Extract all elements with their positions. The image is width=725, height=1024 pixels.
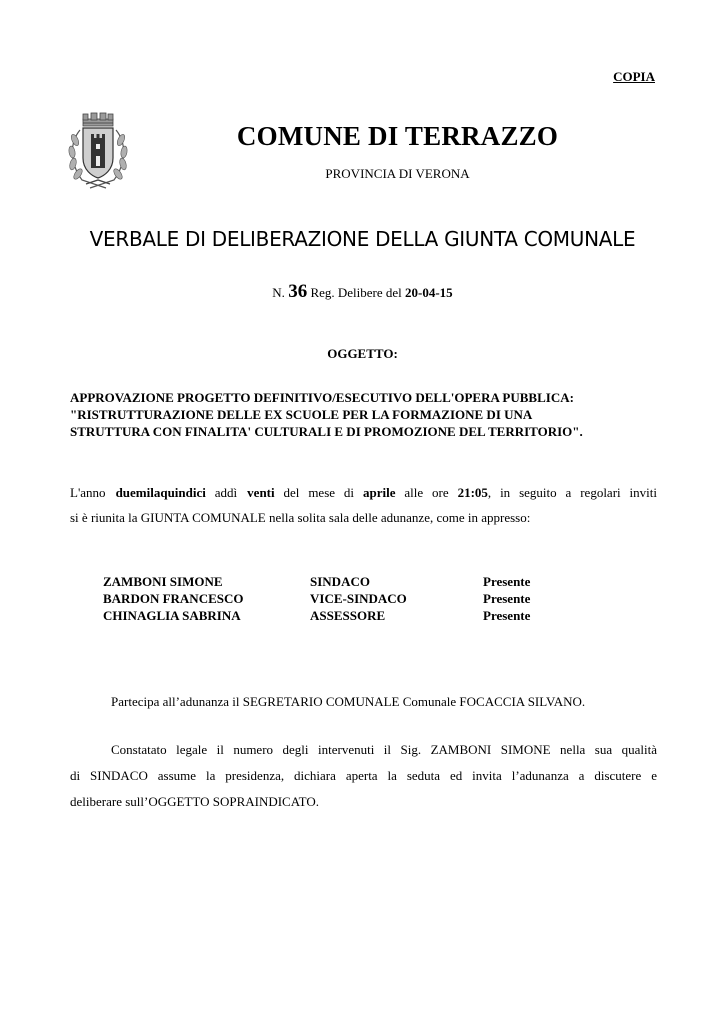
subject-line: STRUTTURA CON FINALITA' CULTURALI E DI PROMOZIONE DEL TERRITORIO". xyxy=(70,424,583,439)
intro-text: addì xyxy=(214,485,238,500)
intro-day: venti xyxy=(247,485,275,500)
intro-text: del mese di xyxy=(283,485,355,500)
attendance-table xyxy=(103,573,530,624)
member-name: CHINAGLIA SABRINA xyxy=(103,608,241,623)
copy-label: COPIA xyxy=(613,69,655,84)
member-role: ASSESSORE xyxy=(310,608,386,623)
member-name: ZAMBONI SIMONE xyxy=(103,574,223,589)
member-status: Presente xyxy=(483,608,531,623)
municipality-name: COMUNE DI TERRAZZO xyxy=(236,121,559,151)
registry-middle: Reg. Delibere del xyxy=(310,285,402,300)
subject-label: OGGETTO: xyxy=(327,346,398,361)
intro-time: 21:05 xyxy=(457,485,488,500)
intro-text: L'anno xyxy=(70,485,106,500)
registry-date: 20-04-15 xyxy=(405,285,453,300)
subject-line: APPROVAZIONE PROGETTO DEFINITIVO/ESECUTIVO DELL'OPERA PUBBLICA: xyxy=(70,390,574,405)
secretary-paragraph: Partecipa all’adunanza il SEGRETARIO COMUNALE Comunale FOCACCIA SILVANO. xyxy=(111,694,586,709)
table-row xyxy=(103,590,530,607)
quorum-line: di SINDACO assume la presidenza, dichiara aperta la seduta ed invita l’adunanza a discutere e xyxy=(70,768,657,783)
quorum-line: Constatato legale il numero degli intervenuti il Sig. ZAMBONI SIMONE nella sua qualità xyxy=(111,742,657,757)
intro-line-1 xyxy=(70,480,657,505)
document-title: VERBALE DI DELIBERAZIONE DELLA GIUNTA COMUNALE xyxy=(89,227,636,251)
table-row xyxy=(103,607,530,624)
intro-month: aprile xyxy=(362,485,396,500)
member-status: Presente xyxy=(483,574,531,589)
intro-text: alle ore xyxy=(404,485,449,500)
intro-year: duemilaquindici xyxy=(115,485,206,500)
registry-prefix: N. xyxy=(272,285,285,300)
member-role: SINDACO xyxy=(310,574,370,589)
intro-line-2: si è riunita la GIUNTA COMUNALE nella solita sala delle adunanze, come in appresso: xyxy=(70,510,531,525)
member-role: VICE-SINDACO xyxy=(310,591,407,606)
member-status: Presente xyxy=(483,591,531,606)
province-name: PROVINCIA DI VERONA xyxy=(325,166,470,181)
subject-line: "RISTRUTTURAZIONE DELLE EX SCUOLE PER LA FORMAZIONE DI UNA xyxy=(70,407,533,422)
meeting-intro xyxy=(70,480,657,530)
registry-line xyxy=(0,281,725,303)
table-row xyxy=(103,573,530,590)
member-name: BARDON FRANCESCO xyxy=(103,591,244,606)
quorum-paragraph xyxy=(70,737,657,815)
registry-number: 36 xyxy=(288,281,308,302)
subject-text xyxy=(70,389,660,440)
intro-text: , in seguito a regolari inviti xyxy=(487,485,657,500)
quorum-line: deliberare sull’OGGETTO SOPRAINDICATO. xyxy=(70,794,320,809)
